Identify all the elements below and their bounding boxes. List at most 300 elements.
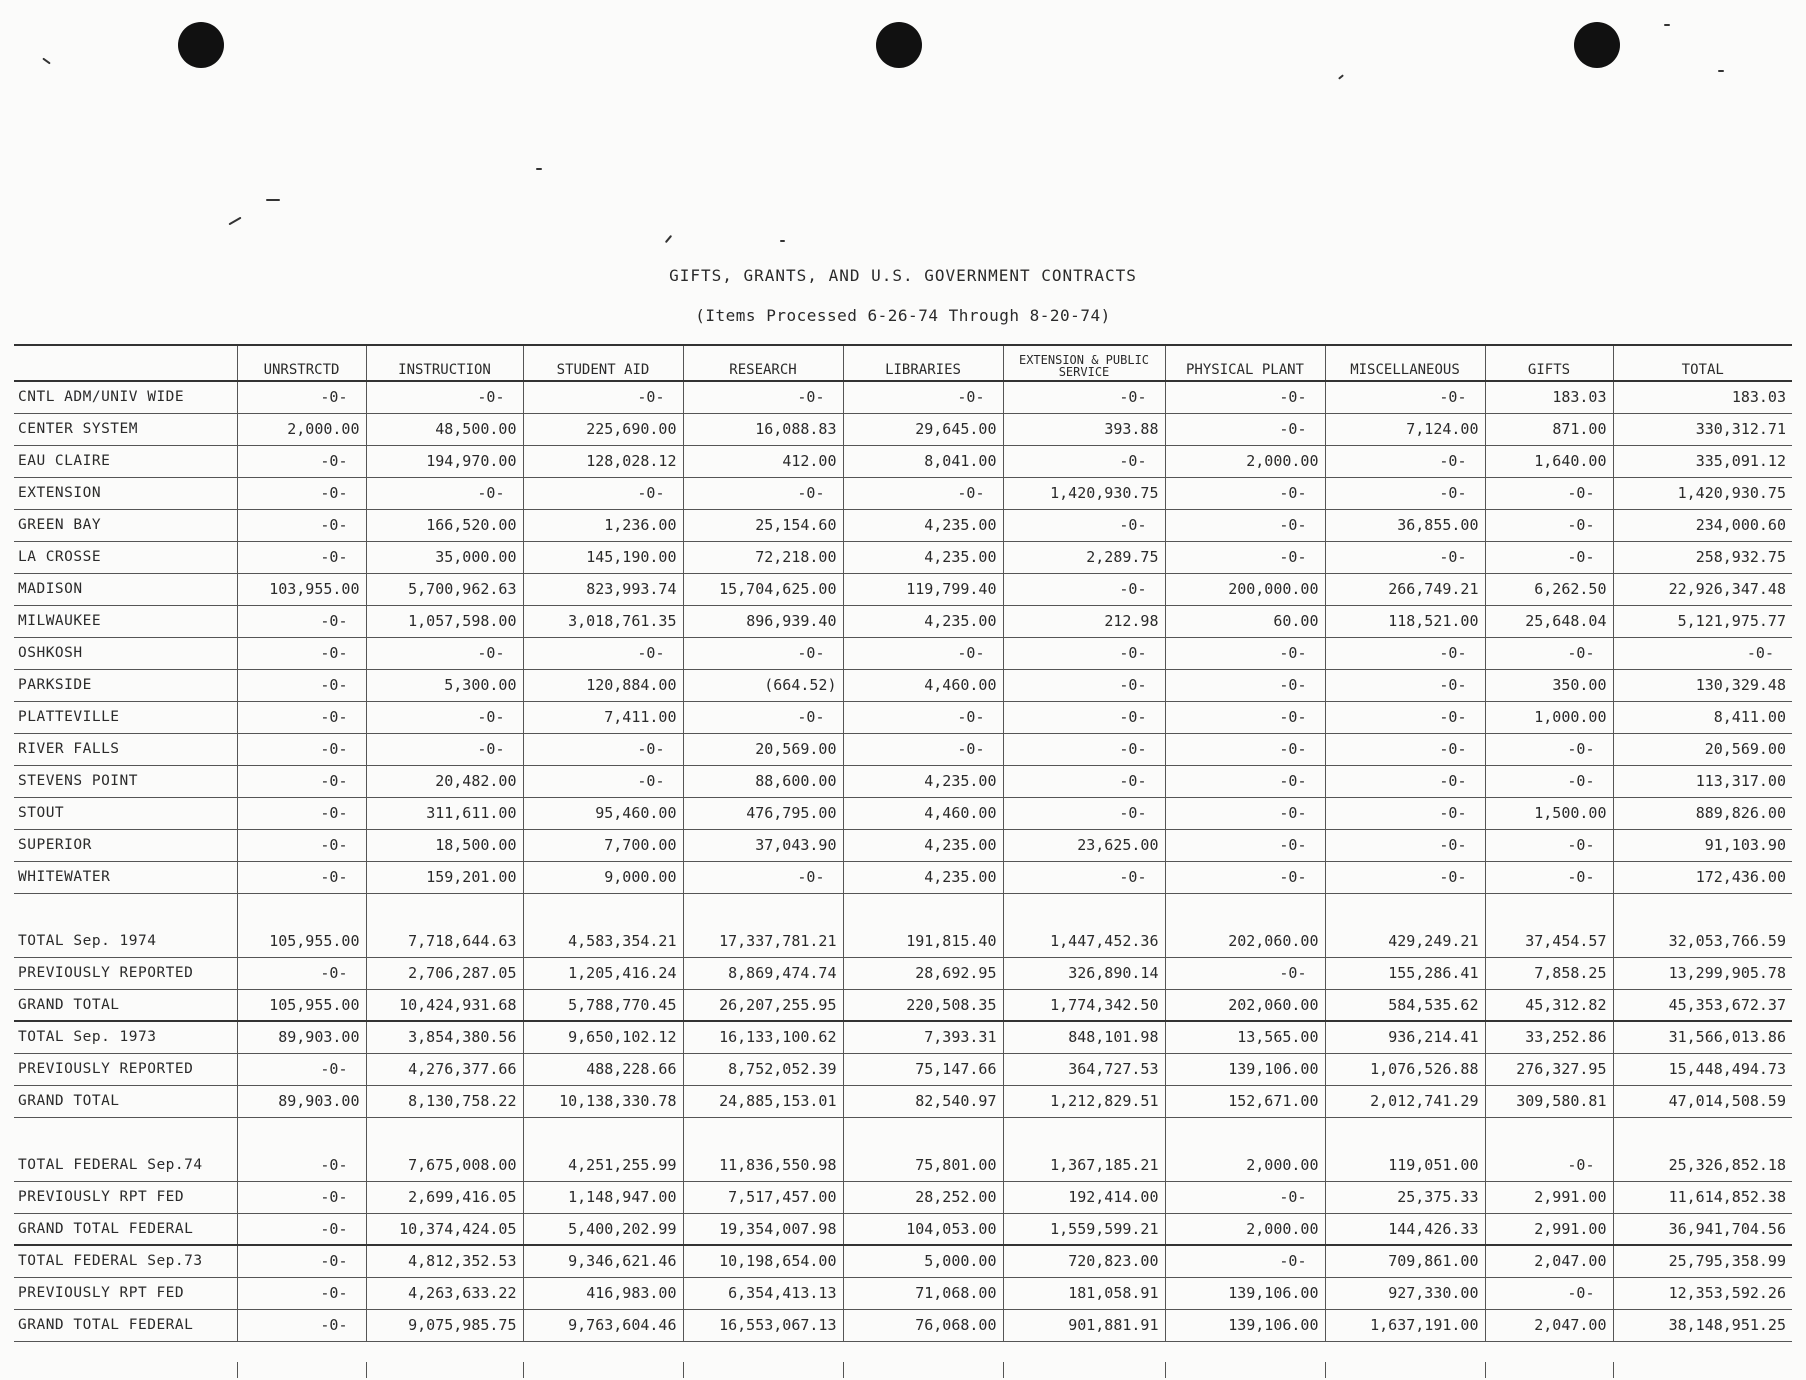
table-cell: (664.52): [683, 669, 843, 701]
table-cell: 5,700,962.63: [366, 573, 523, 605]
table-cell: 31,566,013.86: [1613, 1021, 1792, 1053]
row-label: PREVIOUSLY REPORTED: [14, 1053, 237, 1085]
table-cell: [1325, 893, 1485, 925]
table-cell: -0-: [523, 765, 683, 797]
table-row: [14, 957, 1792, 989]
table-cell: [366, 893, 523, 925]
table-cell: 91,103.90: [1613, 829, 1792, 861]
row-label: GREEN BAY: [14, 509, 237, 541]
table-cell: 118,521.00: [1325, 605, 1485, 637]
table-cell: -0-: [683, 861, 843, 893]
table-cell: 15,448,494.73: [1613, 1053, 1792, 1085]
table-cell: -0-: [1325, 861, 1485, 893]
table-row: [14, 701, 1792, 733]
table-body: [14, 381, 1792, 1341]
table-cell: [843, 1117, 1003, 1149]
table-cell: [683, 893, 843, 925]
table-cell: 234,000.60: [1613, 509, 1792, 541]
table-cell: [1003, 1117, 1165, 1149]
row-label: OSHKOSH: [14, 637, 237, 669]
table-cell: 2,000.00: [1165, 1213, 1325, 1245]
table-cell: 2,699,416.05: [366, 1181, 523, 1213]
table-cell: -0-: [1003, 861, 1165, 893]
table-cell: -0-: [1165, 957, 1325, 989]
table-cell: 5,400,202.99: [523, 1213, 683, 1245]
table-cell: 139,106.00: [1165, 1053, 1325, 1085]
table-cell: 350.00: [1485, 669, 1613, 701]
table-cell: -0-: [683, 701, 843, 733]
table-cell: 7,517,457.00: [683, 1181, 843, 1213]
table-cell: 4,460.00: [843, 797, 1003, 829]
table-cell: 200,000.00: [1165, 573, 1325, 605]
table-row: [14, 381, 1792, 413]
table-cell: 13,565.00: [1165, 1021, 1325, 1053]
table-cell: -0-: [1485, 637, 1613, 669]
table-cell: 7,675,008.00: [366, 1149, 523, 1181]
table-cell: 36,855.00: [1325, 509, 1485, 541]
column-tick: [1325, 1362, 1326, 1378]
row-label: PREVIOUSLY RPT FED: [14, 1181, 237, 1213]
row-label: PARKSIDE: [14, 669, 237, 701]
table-cell: [1003, 893, 1165, 925]
row-label: STEVENS POINT: [14, 765, 237, 797]
table-cell: -0-: [366, 381, 523, 413]
scan-speck: [42, 58, 51, 65]
table-cell: 9,075,985.75: [366, 1309, 523, 1341]
table-row: [14, 477, 1792, 509]
table-cell: -0-: [683, 477, 843, 509]
table-cell: -0-: [237, 1245, 366, 1277]
table-cell: -0-: [1325, 669, 1485, 701]
table-cell: 2,289.75: [1003, 541, 1165, 573]
table-cell: -0-: [1485, 541, 1613, 573]
table-cell: 9,650,102.12: [523, 1021, 683, 1053]
column-tick: [237, 1362, 238, 1378]
table-cell: -0-: [1003, 381, 1165, 413]
table-cell: -0-: [683, 637, 843, 669]
table-cell: 10,374,424.05: [366, 1213, 523, 1245]
table-row: [14, 1277, 1792, 1309]
table-cell: 1,076,526.88: [1325, 1053, 1485, 1085]
row-label: TOTAL Sep. 1974: [14, 925, 237, 957]
table-cell: -0-: [1003, 445, 1165, 477]
table-cell: -0-: [237, 637, 366, 669]
table-cell: 32,053,766.59: [1613, 925, 1792, 957]
table-cell: 202,060.00: [1165, 925, 1325, 957]
table-cell: -0-: [1003, 637, 1165, 669]
table-cell: 1,420,930.75: [1613, 477, 1792, 509]
table-cell: 166,520.00: [366, 509, 523, 541]
bottom-column-ticks: [14, 1362, 1792, 1380]
table-cell: 38,148,951.25: [1613, 1309, 1792, 1341]
table-cell: -0-: [237, 957, 366, 989]
table-cell: 393.88: [1003, 413, 1165, 445]
table-cell: 17,337,781.21: [683, 925, 843, 957]
table-cell: 20,569.00: [1613, 733, 1792, 765]
table-cell: -0-: [843, 637, 1003, 669]
table-cell: -0-: [1165, 733, 1325, 765]
table-cell: 6,354,413.13: [683, 1277, 843, 1309]
table-cell: 45,353,672.37: [1613, 989, 1792, 1021]
table-cell: -0-: [366, 733, 523, 765]
table-cell: 48,500.00: [366, 413, 523, 445]
table-cell: [1613, 893, 1792, 925]
ledger-table: [14, 344, 1792, 1342]
table-cell: 28,692.95: [843, 957, 1003, 989]
table-row: [14, 1309, 1792, 1341]
table-cell: 4,235.00: [843, 829, 1003, 861]
table-cell: 1,637,191.00: [1325, 1309, 1485, 1341]
column-header-label: [14, 345, 237, 381]
scan-speck: [1664, 24, 1670, 26]
table-cell: 4,251,255.99: [523, 1149, 683, 1181]
table-cell: -0-: [237, 765, 366, 797]
table-cell: -0-: [237, 829, 366, 861]
table-cell: 20,569.00: [683, 733, 843, 765]
table-cell: 82,540.97: [843, 1085, 1003, 1117]
column-header: LIBRARIES: [843, 345, 1003, 381]
table-cell: 225,690.00: [523, 413, 683, 445]
table-row: [14, 765, 1792, 797]
table-cell: 18,500.00: [366, 829, 523, 861]
table-cell: [237, 1117, 366, 1149]
table-cell: 33,252.86: [1485, 1021, 1613, 1053]
table-cell: -0-: [683, 381, 843, 413]
table-cell: 2,000.00: [1165, 445, 1325, 477]
table-cell: 9,346,621.46: [523, 1245, 683, 1277]
table-cell: 75,147.66: [843, 1053, 1003, 1085]
table-cell: 276,327.95: [1485, 1053, 1613, 1085]
table-cell: 8,752,052.39: [683, 1053, 843, 1085]
table-cell: 3,854,380.56: [366, 1021, 523, 1053]
column-header: MISCELLANEOUS: [1325, 345, 1485, 381]
table-cell: -0-: [1325, 829, 1485, 861]
punch-hole-right: [1574, 22, 1620, 68]
table-cell: 194,970.00: [366, 445, 523, 477]
table-cell: 47,014,508.59: [1613, 1085, 1792, 1117]
table-cell: 4,583,354.21: [523, 925, 683, 957]
table-cell: 364,727.53: [1003, 1053, 1165, 1085]
row-label: GRAND TOTAL: [14, 1085, 237, 1117]
table-cell: -0-: [1165, 413, 1325, 445]
table-cell: -0-: [237, 861, 366, 893]
table-cell: 889,826.00: [1613, 797, 1792, 829]
table-cell: 4,812,352.53: [366, 1245, 523, 1277]
table-cell: 2,000.00: [237, 413, 366, 445]
table-cell: [237, 893, 366, 925]
table-cell: -0-: [237, 477, 366, 509]
table-row: [14, 1021, 1792, 1053]
table-cell: 330,312.71: [1613, 413, 1792, 445]
table-cell: 5,788,770.45: [523, 989, 683, 1021]
table-cell: 37,043.90: [683, 829, 843, 861]
table-cell: 335,091.12: [1613, 445, 1792, 477]
table-cell: -0-: [1003, 509, 1165, 541]
table-row: [14, 509, 1792, 541]
table-cell: 4,235.00: [843, 765, 1003, 797]
table-cell: -0-: [1165, 1245, 1325, 1277]
table-cell: -0-: [1165, 509, 1325, 541]
scan-speck: [228, 217, 241, 226]
row-label: PLATTEVILLE: [14, 701, 237, 733]
table-cell: -0-: [1165, 765, 1325, 797]
row-label: CENTER SYSTEM: [14, 413, 237, 445]
table-cell: 927,330.00: [1325, 1277, 1485, 1309]
table-cell: 2,706,287.05: [366, 957, 523, 989]
table-cell: -0-: [523, 733, 683, 765]
column-tick: [366, 1362, 367, 1378]
table-cell: 720,823.00: [1003, 1245, 1165, 1277]
row-label: LA CROSSE: [14, 541, 237, 573]
table-cell: 1,420,930.75: [1003, 477, 1165, 509]
table-cell: -0-: [237, 669, 366, 701]
table-cell: 584,535.62: [1325, 989, 1485, 1021]
table-cell: 89,903.00: [237, 1021, 366, 1053]
table-row: [14, 829, 1792, 861]
table-cell: 24,885,153.01: [683, 1085, 843, 1117]
table-cell: 20,482.00: [366, 765, 523, 797]
table-cell: 488,228.66: [523, 1053, 683, 1085]
table-cell: 192,414.00: [1003, 1181, 1165, 1213]
row-label: GRAND TOTAL: [14, 989, 237, 1021]
table-cell: 145,190.00: [523, 541, 683, 573]
table-row: [14, 1085, 1792, 1117]
table-cell: 2,012,741.29: [1325, 1085, 1485, 1117]
table-cell: 35,000.00: [366, 541, 523, 573]
table-cell: 412.00: [683, 445, 843, 477]
table-cell: -0-: [1485, 1149, 1613, 1181]
table-cell: -0-: [1003, 733, 1165, 765]
table-cell: 2,000.00: [1165, 1149, 1325, 1181]
column-tick: [843, 1362, 844, 1378]
table-cell: -0-: [237, 509, 366, 541]
punch-hole-left: [178, 22, 224, 68]
table-cell: -0-: [366, 701, 523, 733]
table-cell: -0-: [1485, 477, 1613, 509]
table-cell: 1,640.00: [1485, 445, 1613, 477]
table-cell: 7,858.25: [1485, 957, 1613, 989]
table-cell: 28,252.00: [843, 1181, 1003, 1213]
table-cell: 936,214.41: [1325, 1021, 1485, 1053]
table-cell: 13,299,905.78: [1613, 957, 1792, 989]
scan-speck: [536, 168, 542, 170]
table-cell: 1,057,598.00: [366, 605, 523, 637]
table-cell: 10,138,330.78: [523, 1085, 683, 1117]
table-cell: -0-: [237, 1309, 366, 1341]
table-cell: 7,124.00: [1325, 413, 1485, 445]
table-cell: -0-: [1485, 509, 1613, 541]
table-cell: 1,212,829.51: [1003, 1085, 1165, 1117]
table-cell: 15,704,625.00: [683, 573, 843, 605]
table-cell: -0-: [237, 1181, 366, 1213]
table-cell: 95,460.00: [523, 797, 683, 829]
table-cell: 89,903.00: [237, 1085, 366, 1117]
row-label: EXTENSION: [14, 477, 237, 509]
table-cell: 1,367,185.21: [1003, 1149, 1165, 1181]
table-cell: 8,041.00: [843, 445, 1003, 477]
table-cell: 191,815.40: [843, 925, 1003, 957]
table-cell: 1,500.00: [1485, 797, 1613, 829]
table-cell: 45,312.82: [1485, 989, 1613, 1021]
document-subtitle: (Items Processed 6-26-74 Through 8-20-74): [695, 306, 1111, 325]
table-row: [14, 733, 1792, 765]
table-cell: 1,774,342.50: [1003, 989, 1165, 1021]
table-cell: -0-: [523, 381, 683, 413]
row-label: WHITEWATER: [14, 861, 237, 893]
table-cell: -0-: [1325, 733, 1485, 765]
row-label: PREVIOUSLY RPT FED: [14, 1277, 237, 1309]
table-cell: 1,559,599.21: [1003, 1213, 1165, 1245]
table-cell: 8,130,758.22: [366, 1085, 523, 1117]
table-cell: 60.00: [1165, 605, 1325, 637]
table-header-row: [14, 345, 1792, 381]
table-cell: [1325, 1117, 1485, 1149]
table-cell: 12,353,592.26: [1613, 1277, 1792, 1309]
table-cell: 119,051.00: [1325, 1149, 1485, 1181]
scan-speck: [266, 199, 280, 201]
table-cell: -0-: [1485, 829, 1613, 861]
row-label: TOTAL FEDERAL Sep.73: [14, 1245, 237, 1277]
table-cell: 105,955.00: [237, 989, 366, 1021]
table-cell: 113,317.00: [1613, 765, 1792, 797]
table-cell: -0-: [237, 541, 366, 573]
table-cell: 26,207,255.95: [683, 989, 843, 1021]
table-cell: 5,121,975.77: [1613, 605, 1792, 637]
table-cell: 23,625.00: [1003, 829, 1165, 861]
table-cell: 7,718,644.63: [366, 925, 523, 957]
table-cell: -0-: [237, 797, 366, 829]
table-cell: 76,068.00: [843, 1309, 1003, 1341]
table-cell: [366, 1117, 523, 1149]
table-cell: -0-: [1325, 381, 1485, 413]
table-cell: 130,329.48: [1613, 669, 1792, 701]
column-header: PHYSICAL PLANT: [1165, 345, 1325, 381]
scan-speck: [1338, 74, 1344, 79]
table-cell: -0-: [1613, 637, 1792, 669]
table-row: [14, 1213, 1792, 1245]
column-header: STUDENT AID: [523, 345, 683, 381]
row-label: MADISON: [14, 573, 237, 605]
table-cell: 25,648.04: [1485, 605, 1613, 637]
table-cell: 311,611.00: [366, 797, 523, 829]
table-cell: 896,939.40: [683, 605, 843, 637]
table-cell: 901,881.91: [1003, 1309, 1165, 1341]
table-cell: -0-: [1165, 861, 1325, 893]
scan-speck: [1718, 70, 1724, 72]
table-cell: 128,028.12: [523, 445, 683, 477]
column-tick: [1613, 1362, 1614, 1378]
spacer-row: [14, 893, 1792, 925]
document-title: GIFTS, GRANTS, AND U.S. GOVERNMENT CONTRACTS: [669, 266, 1137, 285]
table-cell: -0-: [1325, 477, 1485, 509]
table-cell: 11,836,550.98: [683, 1149, 843, 1181]
table-row: [14, 669, 1792, 701]
table-cell: -0-: [1485, 1277, 1613, 1309]
table-row: [14, 989, 1792, 1021]
table-cell: -0-: [1325, 701, 1485, 733]
table-cell: -0-: [237, 445, 366, 477]
table-cell: 3,018,761.35: [523, 605, 683, 637]
table-cell: 181,058.91: [1003, 1277, 1165, 1309]
table-cell: -0-: [1325, 797, 1485, 829]
table-cell: 172,436.00: [1613, 861, 1792, 893]
table-cell: [1485, 893, 1613, 925]
table-cell: [683, 1117, 843, 1149]
table-cell: -0-: [843, 477, 1003, 509]
row-label: STOUT: [14, 797, 237, 829]
table-cell: 19,354,007.98: [683, 1213, 843, 1245]
table-cell: 212.98: [1003, 605, 1165, 637]
table-cell: 155,286.41: [1325, 957, 1485, 989]
table-cell: -0-: [1165, 477, 1325, 509]
row-label: PREVIOUSLY REPORTED: [14, 957, 237, 989]
table-cell: 104,053.00: [843, 1213, 1003, 1245]
table-cell: -0-: [237, 1053, 366, 1085]
table-cell: -0-: [1003, 573, 1165, 605]
punch-hole-center: [876, 22, 922, 68]
table-cell: 1,447,452.36: [1003, 925, 1165, 957]
table-cell: 6,262.50: [1485, 573, 1613, 605]
table-row: [14, 925, 1792, 957]
table-cell: [1485, 1117, 1613, 1149]
table-cell: 416,983.00: [523, 1277, 683, 1309]
table-cell: -0-: [1325, 765, 1485, 797]
table-row: [14, 605, 1792, 637]
table-cell: 1,148,947.00: [523, 1181, 683, 1213]
table-cell: -0-: [843, 701, 1003, 733]
table-cell: -0-: [237, 605, 366, 637]
table-cell: -0-: [237, 1213, 366, 1245]
table-cell: 88,600.00: [683, 765, 843, 797]
table-cell: -0-: [1003, 765, 1165, 797]
table-cell: -0-: [1003, 669, 1165, 701]
table-cell: 2,991.00: [1485, 1213, 1613, 1245]
table-cell: 2,991.00: [1485, 1181, 1613, 1213]
column-tick: [1485, 1362, 1486, 1378]
table-cell: -0-: [1165, 797, 1325, 829]
table-cell: -0-: [843, 381, 1003, 413]
table-cell: 119,799.40: [843, 573, 1003, 605]
table-cell: 871.00: [1485, 413, 1613, 445]
table-cell: 183.03: [1485, 381, 1613, 413]
table-cell: 4,235.00: [843, 541, 1003, 573]
table-cell: -0-: [523, 637, 683, 669]
table-cell: 144,426.33: [1325, 1213, 1485, 1245]
table-cell: 16,553,067.13: [683, 1309, 843, 1341]
table-cell: -0-: [523, 477, 683, 509]
row-label: CNTL ADM/UNIV WIDE: [14, 381, 237, 413]
table-cell: -0-: [1165, 1181, 1325, 1213]
column-tick: [1003, 1362, 1004, 1378]
column-header: GIFTS: [1485, 345, 1613, 381]
table-row: [14, 573, 1792, 605]
table-cell: -0-: [1325, 637, 1485, 669]
table-row: [14, 541, 1792, 573]
table-cell: 4,276,377.66: [366, 1053, 523, 1085]
table-cell: -0-: [237, 1149, 366, 1181]
table-cell: -0-: [1003, 797, 1165, 829]
table-cell: -0-: [1325, 541, 1485, 573]
table-cell: -0-: [366, 477, 523, 509]
table-cell: 4,235.00: [843, 605, 1003, 637]
table-cell: 7,393.31: [843, 1021, 1003, 1053]
row-label: [14, 1117, 237, 1149]
table-cell: 37,454.57: [1485, 925, 1613, 957]
table-cell: [523, 1117, 683, 1149]
table-cell: 25,154.60: [683, 509, 843, 541]
table-cell: 220,508.35: [843, 989, 1003, 1021]
table-cell: 159,201.00: [366, 861, 523, 893]
